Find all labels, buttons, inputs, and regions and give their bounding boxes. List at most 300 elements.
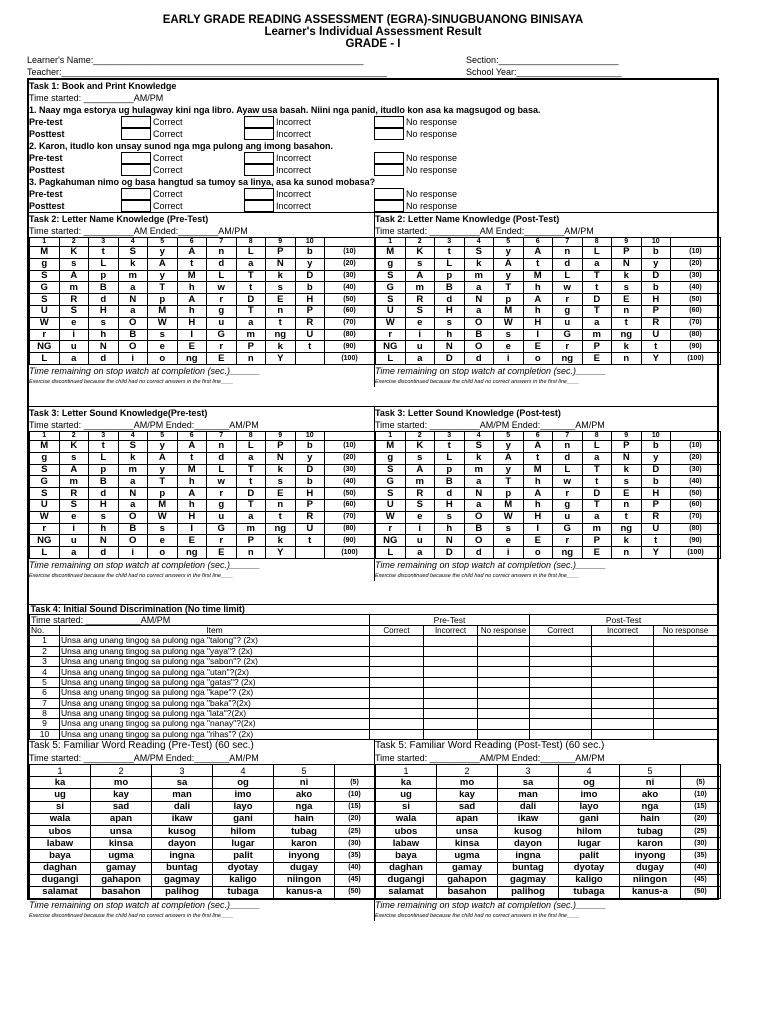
letter-cell[interactable]: w bbox=[207, 282, 237, 294]
correct-checkbox[interactable] bbox=[121, 116, 151, 128]
letter-cell[interactable]: S bbox=[464, 247, 494, 259]
word-cell[interactable]: sa bbox=[498, 777, 559, 789]
word-cell[interactable]: man bbox=[498, 789, 559, 801]
letter-cell[interactable]: A bbox=[523, 294, 553, 306]
letter-cell[interactable]: n bbox=[236, 353, 266, 365]
letter-cell[interactable]: k bbox=[612, 464, 642, 476]
letter-cell[interactable]: H bbox=[641, 294, 671, 306]
letter-cell[interactable]: d bbox=[435, 294, 465, 306]
letter-cell[interactable]: H bbox=[177, 317, 207, 329]
letter-cell[interactable]: r bbox=[376, 329, 406, 341]
letter-cell[interactable]: r bbox=[553, 341, 583, 353]
letter-cell[interactable]: U bbox=[295, 329, 325, 341]
letter-cell[interactable]: P bbox=[641, 305, 671, 317]
letter-cell[interactable]: A bbox=[494, 258, 524, 270]
task4-response-cell[interactable] bbox=[370, 636, 424, 646]
word-cell[interactable]: labaw bbox=[30, 838, 91, 850]
word-cell[interactable]: inyong bbox=[274, 850, 335, 862]
word-cell[interactable]: kaligo bbox=[559, 874, 620, 886]
letter-cell[interactable]: b bbox=[295, 476, 325, 488]
letter-cell[interactable]: H bbox=[435, 305, 465, 317]
letter-cell[interactable]: w bbox=[553, 282, 583, 294]
letter-cell[interactable]: n bbox=[553, 441, 583, 453]
letter-cell[interactable]: y bbox=[148, 441, 178, 453]
task4-response-cell[interactable] bbox=[370, 708, 424, 718]
letter-cell[interactable]: U bbox=[376, 499, 406, 511]
noresponse-checkbox[interactable] bbox=[374, 164, 404, 176]
letter-cell[interactable]: M bbox=[30, 441, 60, 453]
letter-cell[interactable]: B bbox=[435, 282, 465, 294]
letter-cell[interactable]: D bbox=[295, 464, 325, 476]
letter-cell[interactable]: E bbox=[523, 341, 553, 353]
letter-cell[interactable]: d bbox=[464, 353, 494, 365]
letter-cell[interactable]: a bbox=[118, 476, 148, 488]
letter-cell[interactable]: Y bbox=[266, 547, 296, 559]
letter-cell[interactable]: t bbox=[295, 535, 325, 547]
letter-cell[interactable]: H bbox=[295, 294, 325, 306]
word-cell[interactable]: dugay bbox=[274, 862, 335, 874]
letter-cell[interactable]: k bbox=[266, 464, 296, 476]
letter-cell[interactable]: m bbox=[464, 270, 494, 282]
letter-cell[interactable]: w bbox=[207, 476, 237, 488]
letter-cell[interactable]: M bbox=[494, 499, 524, 511]
letter-cell[interactable]: d bbox=[89, 547, 119, 559]
word-cell[interactable]: dugay bbox=[620, 862, 681, 874]
letter-cell[interactable]: r bbox=[207, 341, 237, 353]
letter-cell[interactable]: E bbox=[207, 547, 237, 559]
letter-cell[interactable]: u bbox=[553, 511, 583, 523]
letter-cell[interactable]: g bbox=[207, 305, 237, 317]
word-cell[interactable]: ako bbox=[620, 789, 681, 801]
task4-response-cell[interactable] bbox=[424, 698, 478, 708]
letter-cell[interactable]: g bbox=[376, 258, 406, 270]
letter-cell[interactable]: E bbox=[266, 488, 296, 500]
letter-cell[interactable]: M bbox=[376, 441, 406, 453]
letter-cell[interactable]: s bbox=[148, 329, 178, 341]
word-cell[interactable]: gagmay bbox=[152, 874, 213, 886]
incorrect-checkbox[interactable] bbox=[244, 200, 274, 212]
letter-cell[interactable]: E bbox=[177, 341, 207, 353]
letter-cell[interactable]: H bbox=[295, 488, 325, 500]
task4-response-cell[interactable] bbox=[654, 646, 718, 656]
word-cell[interactable]: og bbox=[559, 777, 620, 789]
letter-cell[interactable]: M bbox=[30, 247, 60, 259]
letter-cell[interactable]: t bbox=[523, 452, 553, 464]
word-cell[interactable]: hilom bbox=[213, 825, 274, 837]
word-cell[interactable]: niingon bbox=[274, 874, 335, 886]
letter-cell[interactable]: B bbox=[464, 329, 494, 341]
letter-cell[interactable]: e bbox=[494, 341, 524, 353]
letter-cell[interactable]: k bbox=[464, 258, 494, 270]
letter-cell[interactable]: R bbox=[641, 317, 671, 329]
letter-cell[interactable]: t bbox=[177, 452, 207, 464]
letter-cell[interactable]: b bbox=[641, 282, 671, 294]
task4-response-cell[interactable] bbox=[478, 677, 530, 687]
letter-cell[interactable]: O bbox=[464, 535, 494, 547]
letter-cell[interactable]: O bbox=[464, 341, 494, 353]
letter-cell[interactable]: t bbox=[641, 535, 671, 547]
letter-cell[interactable]: p bbox=[89, 464, 119, 476]
letter-cell[interactable]: L bbox=[435, 258, 465, 270]
task4-response-cell[interactable] bbox=[424, 667, 478, 677]
task4-response-cell[interactable] bbox=[370, 656, 424, 666]
word-cell[interactable]: daghan bbox=[376, 862, 437, 874]
letter-cell[interactable]: t bbox=[295, 341, 325, 353]
letter-cell[interactable]: A bbox=[177, 294, 207, 306]
task4-response-cell[interactable] bbox=[478, 729, 530, 739]
word-cell[interactable]: basahon bbox=[91, 886, 152, 898]
letter-cell[interactable]: S bbox=[376, 464, 406, 476]
letter-cell[interactable]: t bbox=[435, 247, 465, 259]
letter-cell[interactable]: T bbox=[148, 282, 178, 294]
word-cell[interactable]: kusog bbox=[498, 825, 559, 837]
task4-response-cell[interactable] bbox=[478, 646, 530, 656]
letter-cell[interactable]: N bbox=[435, 535, 465, 547]
letter-cell[interactable]: U bbox=[30, 305, 60, 317]
letter-cell[interactable]: s bbox=[59, 452, 89, 464]
letter-cell[interactable]: s bbox=[435, 317, 465, 329]
word-cell[interactable]: basahon bbox=[437, 886, 498, 898]
word-cell[interactable]: dayon bbox=[152, 838, 213, 850]
word-cell[interactable]: inyong bbox=[620, 850, 681, 862]
word-cell[interactable]: ka bbox=[376, 777, 437, 789]
letter-cell[interactable]: a bbox=[582, 258, 612, 270]
letter-cell[interactable]: r bbox=[207, 488, 237, 500]
letter-cell[interactable]: R bbox=[295, 511, 325, 523]
task4-response-cell[interactable] bbox=[424, 708, 478, 718]
word-cell[interactable]: ubos bbox=[376, 825, 437, 837]
word-cell[interactable]: karon bbox=[620, 838, 681, 850]
letter-cell[interactable]: y bbox=[295, 258, 325, 270]
word-cell[interactable]: imo bbox=[213, 789, 274, 801]
letter-cell[interactable]: T bbox=[582, 464, 612, 476]
letter-cell[interactable]: r bbox=[30, 329, 60, 341]
word-cell[interactable]: ug bbox=[376, 789, 437, 801]
letter-cell[interactable]: n bbox=[612, 499, 642, 511]
letter-cell[interactable]: E bbox=[207, 353, 237, 365]
letter-cell[interactable]: S bbox=[376, 270, 406, 282]
letter-cell[interactable]: A bbox=[405, 464, 435, 476]
letter-cell[interactable]: a bbox=[118, 305, 148, 317]
word-cell[interactable]: kay bbox=[91, 789, 152, 801]
word-cell[interactable]: kanus-a bbox=[274, 886, 335, 898]
letter-cell[interactable]: s bbox=[612, 282, 642, 294]
letter-cell[interactable]: N bbox=[612, 452, 642, 464]
task4-response-cell[interactable] bbox=[478, 688, 530, 698]
word-cell[interactable]: hain bbox=[274, 813, 335, 825]
letter-cell[interactable]: p bbox=[148, 294, 178, 306]
word-cell[interactable]: tubag bbox=[620, 825, 681, 837]
task4-response-cell[interactable] bbox=[592, 719, 654, 729]
task4-response-cell[interactable] bbox=[654, 708, 718, 718]
letter-cell[interactable]: I bbox=[523, 523, 553, 535]
word-cell[interactable]: gahapon bbox=[91, 874, 152, 886]
letter-cell[interactable]: A bbox=[177, 488, 207, 500]
letter-cell[interactable]: L bbox=[582, 441, 612, 453]
letter-cell[interactable]: L bbox=[553, 270, 583, 282]
word-cell[interactable]: ubos bbox=[30, 825, 91, 837]
letter-cell[interactable]: u bbox=[59, 535, 89, 547]
letter-cell[interactable]: S bbox=[30, 464, 60, 476]
letter-cell[interactable]: k bbox=[612, 341, 642, 353]
letter-cell[interactable]: L bbox=[236, 441, 266, 453]
letter-cell[interactable]: d bbox=[207, 452, 237, 464]
letter-cell[interactable]: m bbox=[59, 282, 89, 294]
letter-cell[interactable]: H bbox=[177, 511, 207, 523]
letter-cell[interactable]: N bbox=[435, 341, 465, 353]
letter-cell[interactable]: i bbox=[118, 353, 148, 365]
letter-cell[interactable]: P bbox=[582, 341, 612, 353]
letter-cell[interactable]: n bbox=[612, 547, 642, 559]
word-cell[interactable]: gani bbox=[213, 813, 274, 825]
letter-cell[interactable]: N bbox=[464, 488, 494, 500]
task4-response-cell[interactable] bbox=[530, 667, 592, 677]
task4-response-cell[interactable] bbox=[530, 698, 592, 708]
letter-cell[interactable]: t bbox=[435, 441, 465, 453]
word-cell[interactable]: dyotay bbox=[559, 862, 620, 874]
letter-cell[interactable]: s bbox=[59, 258, 89, 270]
teacher-field[interactable]: Teacher:_________________________________________________________________ bbox=[27, 67, 387, 77]
letter-cell[interactable]: P bbox=[266, 247, 296, 259]
word-cell[interactable]: sa bbox=[152, 777, 213, 789]
letter-cell[interactable]: s bbox=[405, 258, 435, 270]
word-cell[interactable]: palihog bbox=[498, 886, 559, 898]
letter-cell[interactable]: W bbox=[494, 511, 524, 523]
letter-cell[interactable]: a bbox=[59, 353, 89, 365]
letter-cell[interactable]: N bbox=[266, 452, 296, 464]
letter-cell[interactable]: A bbox=[59, 270, 89, 282]
word-cell[interactable]: palit bbox=[213, 850, 274, 862]
word-cell[interactable]: kay bbox=[437, 789, 498, 801]
letter-cell[interactable]: d bbox=[435, 488, 465, 500]
letter-cell[interactable]: E bbox=[266, 294, 296, 306]
letter-cell[interactable]: T bbox=[148, 476, 178, 488]
letter-cell[interactable]: H bbox=[89, 305, 119, 317]
letter-cell[interactable]: i bbox=[59, 329, 89, 341]
letter-cell[interactable]: d bbox=[464, 547, 494, 559]
letter-cell[interactable]: d bbox=[89, 294, 119, 306]
letter-cell[interactable]: t bbox=[641, 341, 671, 353]
letter-cell[interactable]: A bbox=[523, 441, 553, 453]
letter-cell[interactable]: Y bbox=[641, 353, 671, 365]
task4-response-cell[interactable] bbox=[424, 719, 478, 729]
letter-cell[interactable]: k bbox=[118, 452, 148, 464]
task4-response-cell[interactable] bbox=[654, 636, 718, 646]
word-cell[interactable]: nga bbox=[274, 801, 335, 813]
task4-response-cell[interactable] bbox=[478, 698, 530, 708]
letter-cell[interactable]: a bbox=[236, 258, 266, 270]
letter-cell[interactable]: B bbox=[118, 523, 148, 535]
letter-cell[interactable]: T bbox=[494, 476, 524, 488]
letter-cell[interactable]: h bbox=[435, 329, 465, 341]
letter-cell[interactable]: R bbox=[295, 317, 325, 329]
letter-cell[interactable]: e bbox=[405, 511, 435, 523]
letter-cell[interactable]: o bbox=[523, 547, 553, 559]
letter-cell[interactable]: s bbox=[266, 282, 296, 294]
letter-cell[interactable]: h bbox=[435, 523, 465, 535]
letter-cell[interactable]: P bbox=[295, 499, 325, 511]
task4-response-cell[interactable] bbox=[530, 646, 592, 656]
letter-cell[interactable]: M bbox=[494, 305, 524, 317]
word-cell[interactable]: lugar bbox=[559, 838, 620, 850]
word-cell[interactable]: unsa bbox=[91, 825, 152, 837]
letter-cell[interactable]: H bbox=[89, 499, 119, 511]
letter-cell[interactable]: r bbox=[553, 294, 583, 306]
word-cell[interactable]: kanus-a bbox=[620, 886, 681, 898]
letter-cell[interactable]: E bbox=[612, 488, 642, 500]
letter-cell[interactable]: e bbox=[148, 341, 178, 353]
letter-cell[interactable]: S bbox=[59, 305, 89, 317]
letter-cell[interactable]: a bbox=[236, 511, 266, 523]
letter-cell[interactable]: K bbox=[59, 441, 89, 453]
letter-cell[interactable]: W bbox=[376, 511, 406, 523]
letter-cell[interactable]: ng bbox=[177, 353, 207, 365]
word-cell[interactable]: palihog bbox=[152, 886, 213, 898]
letter-cell[interactable]: E bbox=[612, 294, 642, 306]
letter-cell[interactable]: K bbox=[405, 441, 435, 453]
task4-response-cell[interactable] bbox=[424, 636, 478, 646]
word-cell[interactable]: og bbox=[213, 777, 274, 789]
letter-cell[interactable]: G bbox=[207, 523, 237, 535]
letter-cell[interactable]: L bbox=[582, 247, 612, 259]
letter-cell[interactable]: S bbox=[118, 247, 148, 259]
word-cell[interactable]: kinsa bbox=[437, 838, 498, 850]
word-cell[interactable]: gamay bbox=[437, 862, 498, 874]
task4-response-cell[interactable] bbox=[370, 698, 424, 708]
letter-cell[interactable]: W bbox=[148, 317, 178, 329]
letter-cell[interactable]: T bbox=[236, 270, 266, 282]
task4-response-cell[interactable] bbox=[592, 698, 654, 708]
letter-cell[interactable]: U bbox=[295, 523, 325, 535]
letter-cell[interactable]: S bbox=[405, 499, 435, 511]
letter-cell[interactable]: s bbox=[405, 452, 435, 464]
letter-cell[interactable]: g bbox=[376, 452, 406, 464]
letter-cell[interactable]: n bbox=[612, 305, 642, 317]
letter-cell[interactable]: N bbox=[89, 535, 119, 547]
letter-cell[interactable]: a bbox=[582, 317, 612, 329]
word-cell[interactable]: salamat bbox=[30, 886, 91, 898]
letter-cell[interactable]: e bbox=[494, 535, 524, 547]
task4-response-cell[interactable] bbox=[370, 729, 424, 739]
letter-cell[interactable]: g bbox=[553, 499, 583, 511]
letter-cell[interactable]: n bbox=[207, 247, 237, 259]
letter-cell[interactable]: h bbox=[523, 476, 553, 488]
letter-cell[interactable]: M bbox=[523, 270, 553, 282]
task4-response-cell[interactable] bbox=[530, 677, 592, 687]
letter-cell[interactable]: G bbox=[376, 476, 406, 488]
letter-cell[interactable]: P bbox=[612, 441, 642, 453]
letter-cell[interactable]: d bbox=[553, 258, 583, 270]
letter-cell[interactable]: M bbox=[177, 270, 207, 282]
letter-cell[interactable]: r bbox=[207, 535, 237, 547]
letter-cell[interactable]: m bbox=[118, 270, 148, 282]
incorrect-checkbox[interactable] bbox=[244, 128, 274, 140]
letter-cell[interactable]: r bbox=[376, 523, 406, 535]
letter-cell[interactable]: E bbox=[177, 535, 207, 547]
letter-cell[interactable]: b bbox=[295, 282, 325, 294]
letter-cell[interactable]: t bbox=[612, 511, 642, 523]
letter-cell[interactable]: L bbox=[89, 258, 119, 270]
letter-cell[interactable]: S bbox=[376, 488, 406, 500]
letter-cell[interactable]: u bbox=[59, 341, 89, 353]
letter-cell[interactable]: D bbox=[295, 270, 325, 282]
letter-cell[interactable]: S bbox=[118, 441, 148, 453]
letter-cell[interactable]: n bbox=[236, 547, 266, 559]
letter-cell[interactable]: ng bbox=[553, 547, 583, 559]
letter-cell[interactable]: p bbox=[435, 464, 465, 476]
letter-cell[interactable]: T bbox=[236, 305, 266, 317]
letter-cell[interactable]: o bbox=[148, 547, 178, 559]
letter-cell[interactable]: m bbox=[405, 282, 435, 294]
letter-cell[interactable]: g bbox=[553, 305, 583, 317]
word-cell[interactable]: ingna bbox=[152, 850, 213, 862]
letter-cell[interactable]: U bbox=[641, 523, 671, 535]
task4-response-cell[interactable] bbox=[424, 656, 478, 666]
word-cell[interactable]: sad bbox=[437, 801, 498, 813]
task4-response-cell[interactable] bbox=[370, 688, 424, 698]
letter-cell[interactable]: p bbox=[148, 488, 178, 500]
letter-cell[interactable]: B bbox=[464, 523, 494, 535]
task4-response-cell[interactable] bbox=[654, 667, 718, 677]
letter-cell[interactable]: D bbox=[582, 294, 612, 306]
letter-cell[interactable]: a bbox=[118, 499, 148, 511]
word-cell[interactable]: karon bbox=[274, 838, 335, 850]
task4-response-cell[interactable] bbox=[654, 698, 718, 708]
letter-cell[interactable]: R bbox=[405, 294, 435, 306]
word-cell[interactable]: ugma bbox=[437, 850, 498, 862]
letter-cell[interactable]: NG bbox=[376, 535, 406, 547]
letter-cell[interactable]: T bbox=[582, 499, 612, 511]
letter-cell[interactable]: P bbox=[582, 535, 612, 547]
word-cell[interactable]: buntag bbox=[498, 862, 559, 874]
word-cell[interactable]: lugar bbox=[213, 838, 274, 850]
word-cell[interactable]: si bbox=[376, 801, 437, 813]
word-cell[interactable]: palit bbox=[559, 850, 620, 862]
letter-cell[interactable]: n bbox=[266, 499, 296, 511]
word-cell[interactable]: ikaw bbox=[152, 813, 213, 825]
letter-cell[interactable]: i bbox=[405, 523, 435, 535]
letter-cell[interactable]: S bbox=[464, 441, 494, 453]
task4-response-cell[interactable] bbox=[592, 677, 654, 687]
letter-cell[interactable]: ng bbox=[612, 523, 642, 535]
letter-cell[interactable]: L bbox=[207, 270, 237, 282]
task4-response-cell[interactable] bbox=[370, 667, 424, 677]
letter-cell[interactable]: L bbox=[376, 353, 406, 365]
task4-response-cell[interactable] bbox=[592, 688, 654, 698]
letter-cell[interactable]: s bbox=[494, 329, 524, 341]
task4-response-cell[interactable] bbox=[530, 719, 592, 729]
letter-cell[interactable]: U bbox=[641, 329, 671, 341]
learner-name-field[interactable]: Learner's Name:______________________________________________________ bbox=[27, 55, 364, 65]
word-cell[interactable]: ikaw bbox=[498, 813, 559, 825]
task4-response-cell[interactable] bbox=[478, 656, 530, 666]
letter-cell[interactable]: k bbox=[612, 535, 642, 547]
letter-cell[interactable]: m bbox=[59, 476, 89, 488]
word-cell[interactable]: man bbox=[152, 789, 213, 801]
task4-response-cell[interactable] bbox=[424, 729, 478, 739]
letter-cell[interactable]: A bbox=[523, 488, 553, 500]
letter-cell[interactable]: k bbox=[266, 270, 296, 282]
letter-cell[interactable]: ng bbox=[266, 523, 296, 535]
letter-cell[interactable]: P bbox=[236, 535, 266, 547]
task4-response-cell[interactable] bbox=[654, 677, 718, 687]
word-cell[interactable]: baya bbox=[30, 850, 91, 862]
letter-cell[interactable]: k bbox=[118, 258, 148, 270]
word-cell[interactable]: kaligo bbox=[213, 874, 274, 886]
letter-cell[interactable]: L bbox=[435, 452, 465, 464]
letter-cell[interactable]: T bbox=[582, 270, 612, 282]
letter-cell[interactable]: L bbox=[89, 452, 119, 464]
